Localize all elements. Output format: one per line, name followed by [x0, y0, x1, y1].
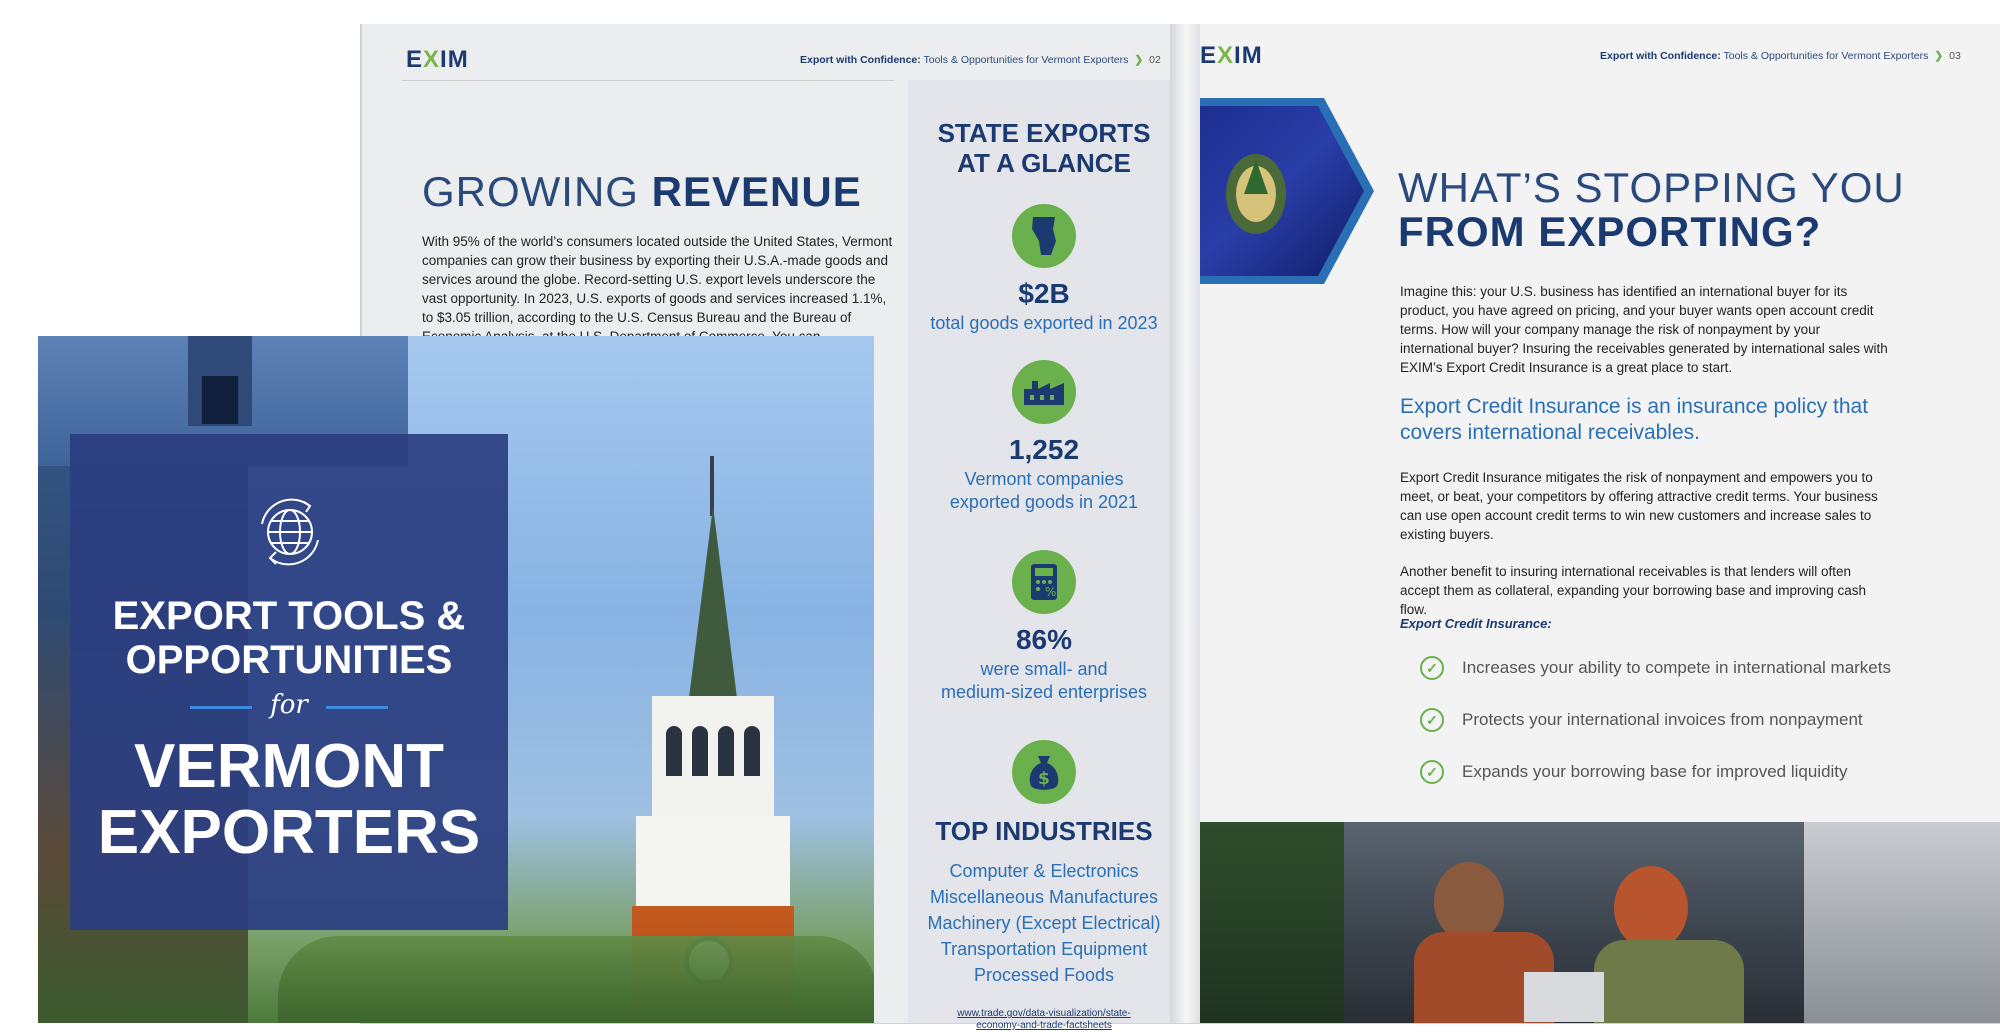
stat-value: $2B [1018, 278, 1070, 309]
source-link[interactable]: www.trade.gov/data-visualization/state- economy-and-trade-factsheets [957, 1008, 1131, 1031]
stat-value: 1,252 [1008, 434, 1080, 465]
body-paragraph: Another benefit to insuring international receivables is that lenders will often accept them as collateral, expanding your borrowing base and improving cash flow. [1400, 564, 1867, 617]
right-page [1184, 24, 2000, 1023]
list-item: Computer & Electronics [949, 861, 1139, 881]
checkmark-icon: ✓ [1420, 760, 1444, 784]
page-header [1600, 50, 1961, 62]
body-paragraph: With 95% of the world’s consumers located outside the United States, Vermont companies can grow their business by exporting their U.S.A.-made goods and services around the globe. Record-setting U.S. export levels underscore the vast opportunity. In 2023, U.S. exports of goods and services increased 1.1%, to $3.05 trillion, according to the U.S. Census Bureau and the Bureau of [422, 234, 893, 325]
page-number: 03 [1949, 50, 1961, 62]
exim-logo: EXIM [406, 46, 469, 73]
industries-list [908, 858, 1180, 988]
stat-label: Vermont companies exported goods in 2021 [949, 469, 1139, 512]
stat-label: total goods exported in 2023 [930, 313, 1158, 333]
page-gutter [1170, 24, 1200, 1023]
list-item: ✓ Increases your ability to compete in international markets [1420, 656, 1891, 680]
exim-logo: EXIM [1200, 42, 1263, 69]
chevron-right-icon: ❯ [1934, 50, 1944, 62]
list-item: Transportation Equipment [940, 939, 1148, 959]
checkmark-icon: ✓ [1420, 656, 1444, 680]
header-bold: Export with Confidence: [1600, 50, 1721, 62]
header-bold: Export with Confidence: [800, 54, 921, 66]
list-item: Processed Foods [973, 965, 1115, 985]
page-header [800, 54, 1161, 66]
church-spire [668, 506, 758, 706]
list-item: Miscellaneous Manufactures [929, 887, 1159, 907]
header-text: Tools & Opportunities for Vermont Exporters [1720, 50, 1929, 62]
body-paragraph: Export Credit Insurance mitigates the risk of nonpayment and empowers you to meet, or beat, your competitors by offering attractive credit terms. Your business can use open account credit terms to win new customers and increase sales to existing buyers. [1400, 470, 1878, 542]
stat-value: 86% [1015, 624, 1073, 655]
benefits-checklist [1420, 656, 1891, 784]
cover-for-line: for [70, 690, 508, 720]
belfry-lower [636, 816, 790, 906]
stats-panel [908, 80, 1180, 1031]
list-heading: Export Credit Insurance: [1400, 616, 1552, 631]
header-text: Tools & Opportunities for Vermont Exporters [920, 54, 1129, 66]
header-rule [402, 80, 894, 81]
stats-title: STATE EXPORTS AT A GLANCE [937, 118, 1151, 178]
intro-paragraph: Imagine this: your U.S. business has identified an international buyer for its product, you have agreed on pricing, and your buyer wants open account credit terms. How will your company manage the risk of nonpayment by your international buyer? Insuring the receivables generated by international sales with EXIM’s Export Credit Insurance is a great place to start. [1400, 284, 1888, 375]
chevron-right-icon: ❯ [1134, 54, 1144, 66]
svg-text:$: $ [1038, 769, 1050, 789]
tree-canopy [278, 936, 874, 1023]
business-meeting-photo [1184, 822, 2000, 1023]
stat-label: were small- and medium-sized enterprises [940, 659, 1148, 702]
checkmark-icon: ✓ [1420, 708, 1444, 732]
money-bag-icon [1012, 740, 1076, 804]
section-title: WHAT’S STOPPING YOU FROM EXPORTING? [1398, 164, 1905, 255]
globe-icon [252, 494, 328, 570]
svg-text:%: % [1045, 585, 1057, 599]
belfry [652, 696, 774, 816]
list-item: ✓ Protects your international invoices from nonpayment [1420, 708, 1891, 732]
callout-text: Export Credit Insurance is an insurance policy that covers international receivables. [1400, 395, 1869, 444]
industries-title: TOP INDUSTRIES [935, 816, 1153, 846]
cover-title-bottom: VERMONT EXPORTERS [97, 732, 481, 867]
vermont-map-icon [1012, 204, 1076, 268]
list-item: Machinery (Except Electrical) [927, 913, 1161, 933]
vermont-flag-banner [1184, 98, 1374, 284]
page-number: 02 [1149, 54, 1161, 66]
cover-title-box [70, 434, 508, 930]
section-title: GROWING REVENUE [422, 168, 862, 215]
factory-icon [1012, 360, 1076, 424]
list-item: ✓ Expands your borrowing base for improved liquidity [1420, 760, 1891, 784]
calculator-icon [1012, 550, 1076, 614]
cover-title-top: EXPORT TOOLS & OPPORTUNITIES [112, 594, 466, 682]
